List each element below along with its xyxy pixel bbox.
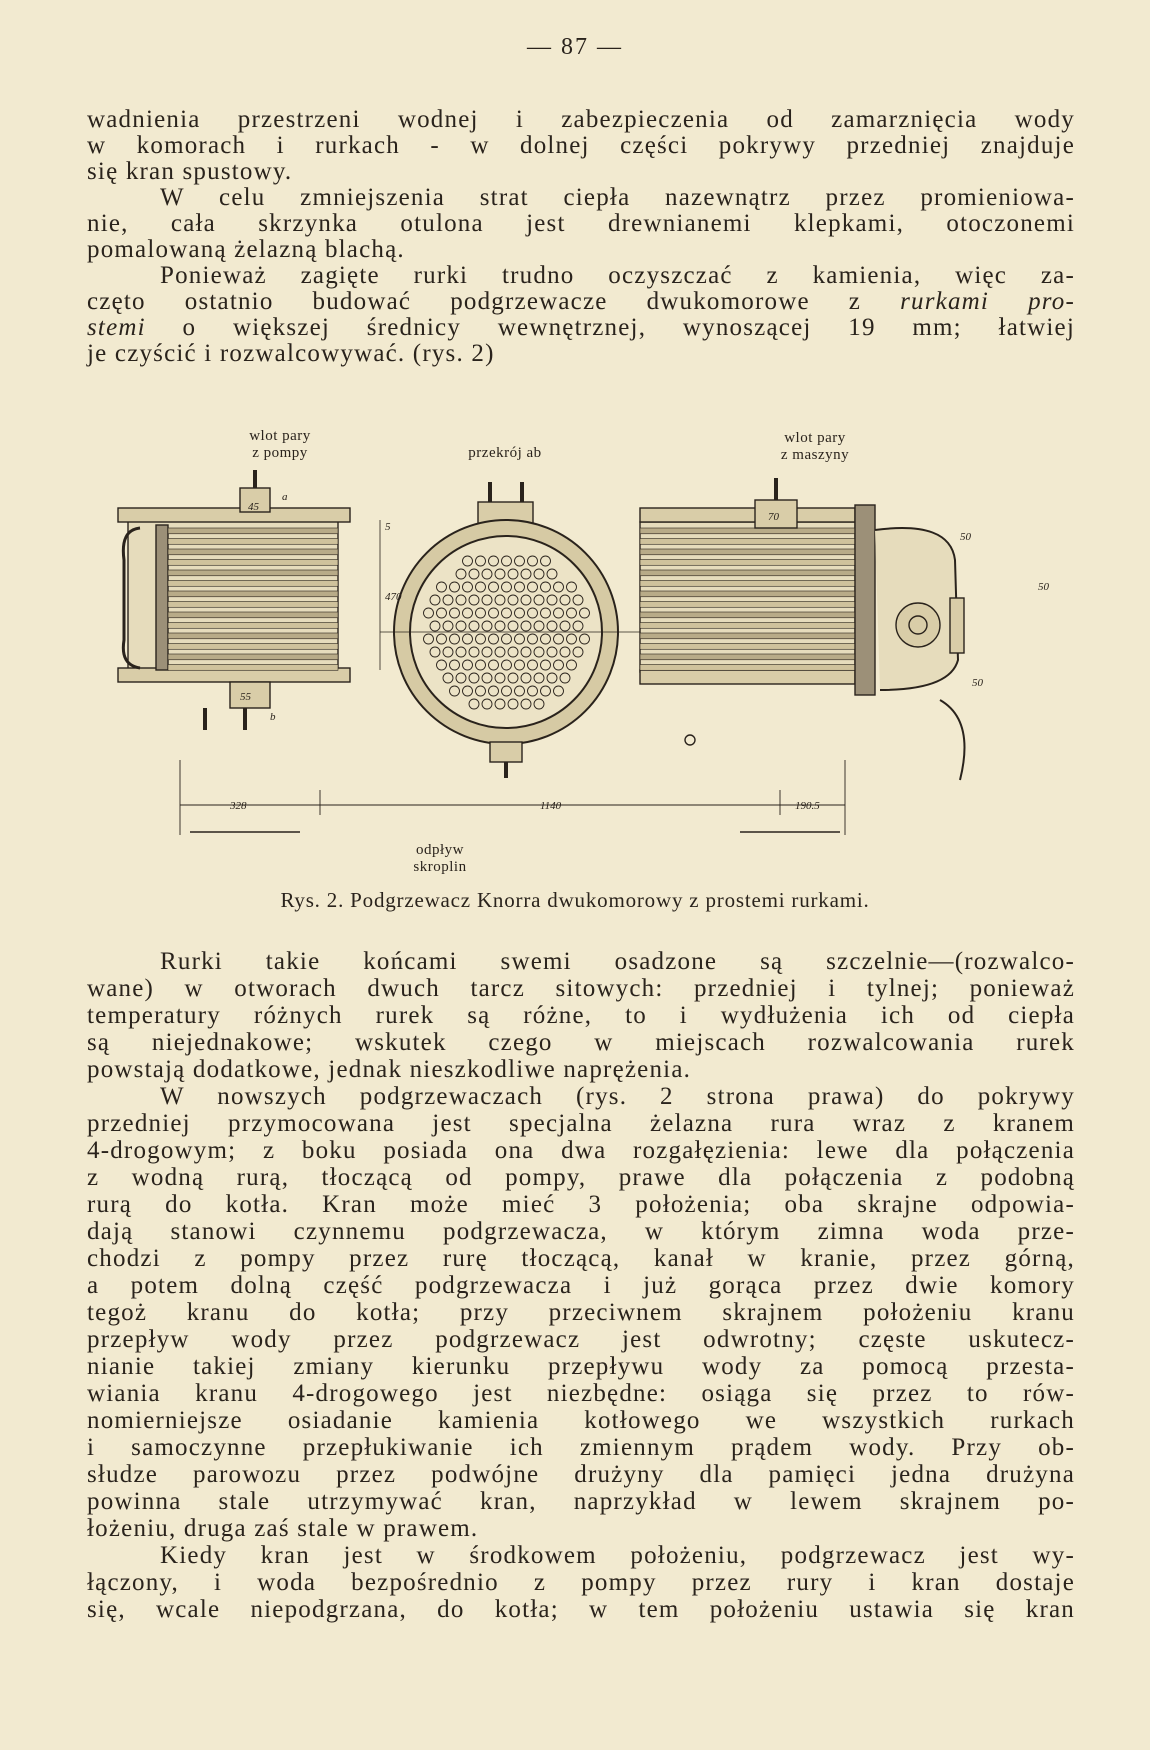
text-line: [87, 1138, 1075, 1164]
tube: [640, 539, 855, 545]
tube: [168, 612, 338, 618]
text-line: [87, 1300, 1075, 1326]
line-text: łożeniu, druga zaś stale w prawem.: [87, 1515, 479, 1542]
line-text: Rurki takie końcami swemi osadzone są szczelnie—(rozwalco-: [160, 948, 1075, 975]
line-text: tegoż kranu do kotła; przy przeciwnem skrajnem położeniu kranu: [87, 1299, 1075, 1326]
line-text: łączony, i woda bezpośrednio z pompy przez rury i kran dostaje: [87, 1569, 1075, 1596]
dim-inlet-right: 70: [768, 511, 779, 523]
dim-flange-1: 50: [960, 531, 971, 543]
tube: [640, 570, 855, 576]
text-line: [160, 1084, 1075, 1110]
text-line: [87, 1489, 1075, 1515]
line-text: są niejednakowe; wskutek czego w miejscach rozwalcowania rurek: [87, 1029, 1075, 1056]
line-text: wiania kranu 4-drogowego jest niezbędne: osiąga się przez to rów-: [87, 1380, 1075, 1407]
tube: [168, 560, 338, 566]
label-line: skroplin: [413, 859, 467, 875]
tube: [168, 602, 338, 608]
text-line: [87, 1354, 1075, 1380]
dim-drain: 55: [240, 691, 251, 703]
line-text: temperatury różnych rurek są różne, to i wydłużenia ich od ciepła: [87, 1002, 1075, 1029]
label-section: przekrój ab: [468, 445, 542, 461]
figure-caption: Rys. 2. Podgrzewacz Knorra dwukomorowy z prostemi rurkami.: [280, 888, 870, 912]
dim-left: 328: [230, 800, 247, 812]
label-line: z pompy: [252, 445, 308, 461]
tube: [640, 633, 855, 639]
line-text: o większej średnicy wewnętrznej, wynoszącej 19 mm; łatwiej: [145, 314, 1075, 341]
text-line: [87, 1408, 1075, 1434]
tube: [168, 528, 338, 534]
line-text: nomierniejsze osiadanie kamienia kotłowego we wszystkich rurkach: [87, 1407, 1075, 1434]
text-line: [87, 1327, 1075, 1353]
tube: [168, 581, 338, 587]
line-text: słudze parowozu przez podwójne drużyny dla pamięci jedna drużyna: [87, 1461, 1075, 1488]
line-text: w komorach i rurkach - w dolnej części pokrywy przedniej znajduje: [87, 132, 1075, 159]
line-text: pomalowaną żelazną blachą.: [87, 236, 405, 263]
italic-text: stemi: [87, 314, 146, 341]
text-line: [87, 1516, 1075, 1542]
line-text: wadnienia przestrzeni wodnej i zabezpieczenia od zamarznięcia wody: [87, 106, 1075, 133]
text-line: [87, 1273, 1075, 1299]
text-line: [87, 976, 1075, 1002]
text-line: [160, 949, 1075, 975]
text-line: [160, 1543, 1075, 1569]
dim-height: 470: [385, 591, 402, 603]
tube: [640, 581, 855, 587]
tube: [640, 654, 855, 660]
line-text: Ponieważ zagięte rurki trudno oczyszczać z kamienia, więc za-: [160, 262, 1075, 289]
text-line: [87, 1435, 1075, 1461]
side-view-front: [640, 478, 965, 780]
dim-right: 190.5: [795, 800, 820, 812]
tube: [640, 591, 855, 597]
line-text: się, wcale niepodgrzana, do kotła; w tem położeniu ustawia się kran: [87, 1596, 1075, 1623]
text-line: [87, 1111, 1075, 1137]
line-text: powstają dodatkowe, jednak nieszkodliwe naprężenia.: [87, 1056, 692, 1083]
tube: [640, 560, 855, 566]
line-text: dają stanowi czynnemu podgrzewacza, w którym zimna woda prze-: [87, 1218, 1075, 1245]
label-line: z maszyny: [780, 447, 850, 463]
text-line: [87, 1570, 1075, 1596]
line-text: W nowszych podgrzewaczach (rys. 2 strona prawa) do pokrywy: [160, 1083, 1075, 1110]
marker-b: b: [270, 711, 276, 723]
tube: [168, 623, 338, 629]
line-text: rurą do kotła. Kran może mieć 3 położenia; oba skrajne odpowia-: [87, 1191, 1075, 1218]
tube: [168, 654, 338, 660]
tube: [168, 570, 338, 576]
tube: [640, 602, 855, 608]
line-text: częto ostatnio budować podgrzewacze dwukomorowe z: [87, 288, 901, 315]
line-text: chodzi z pompy przez rurę tłoczącą, kanał w kranie, przez górną,: [87, 1245, 1075, 1272]
line-text: a potem dolną część podgrzewacza i już gorąca przez dwie komory: [87, 1272, 1075, 1299]
tube: [168, 665, 338, 671]
text-line: [87, 1003, 1075, 1029]
tube: [640, 623, 855, 629]
text-line: [87, 1462, 1075, 1488]
dim-flange-2: 50: [1038, 581, 1049, 593]
line-text: powinna stale utrzymywać kran, naprzykład w lewem skrajnem po-: [87, 1488, 1075, 1515]
label-line: odpływ: [416, 842, 464, 858]
text-line: [87, 1381, 1075, 1407]
line-text: Kiedy kran jest w środkowem położeniu, podgrzewacz jest wy-: [160, 1542, 1075, 1569]
tube: [640, 612, 855, 618]
tube: [168, 539, 338, 545]
tube: [168, 549, 338, 555]
line-text: i samoczynne przepłukiwanie ich zmiennym prądem wody. Przy ob-: [87, 1434, 1075, 1461]
line-text: 4-drogowym; z boku posiada ona dwa rozgałęzienia: lewe dla połączenia: [87, 1137, 1075, 1164]
tube: [640, 549, 855, 555]
line-text: nie, cała skrzynka otulona jest drewnianemi klepkami, otoczonemi: [87, 210, 1075, 237]
label-line: wlot pary: [784, 430, 846, 446]
text-line: [87, 1192, 1075, 1218]
page-number: — 87 —: [527, 34, 623, 60]
line-text: W celu zmniejszenia strat ciepła nazewnątrz przez promieniowa-: [160, 184, 1075, 211]
text-line: [87, 1165, 1075, 1191]
tube: [640, 644, 855, 650]
tube: [168, 633, 338, 639]
tube: [640, 528, 855, 534]
line-text: przedniej przymocowana jest specjalna żelazna rura wraz z kranem: [87, 1110, 1075, 1137]
dim-total: 1140: [540, 800, 562, 812]
line-text: nianie takiej zmiany kierunku przepływu wody za pomocą przesta-: [87, 1353, 1075, 1380]
line-text: z wodną rurą, tłoczącą od pompy, prawe dla połączenia z podobną: [87, 1164, 1075, 1191]
dim-flange-3: 50: [972, 677, 983, 689]
line-text: przepływ wody przez podgrzewacz jest odwrotny; częste uskutecz-: [87, 1326, 1075, 1353]
text-line: [87, 1246, 1075, 1272]
tube: [640, 665, 855, 671]
dim-inlet-left: 45: [248, 501, 259, 513]
line-text: je czyścić i rozwalcowywać. (rys. 2): [87, 340, 495, 367]
marker-a: a: [282, 491, 288, 503]
dimension-lines: [180, 760, 845, 835]
tube: [168, 644, 338, 650]
tube: [168, 591, 338, 597]
cross-section-view: [380, 482, 640, 778]
label-line: wlot pary: [249, 428, 311, 444]
text-line: [87, 1597, 1075, 1623]
text-line: [87, 1030, 1075, 1056]
line-text: wane) w otworach dwuch tarcz sitowych: przedniej i tylnej; ponieważ: [87, 975, 1075, 1002]
italic-text: rurkami pro-: [900, 288, 1075, 315]
text-line: [87, 1219, 1075, 1245]
dim-gap: 5: [385, 521, 391, 533]
line-text: się kran spustowy.: [87, 158, 293, 185]
text-line: [87, 1057, 1075, 1083]
